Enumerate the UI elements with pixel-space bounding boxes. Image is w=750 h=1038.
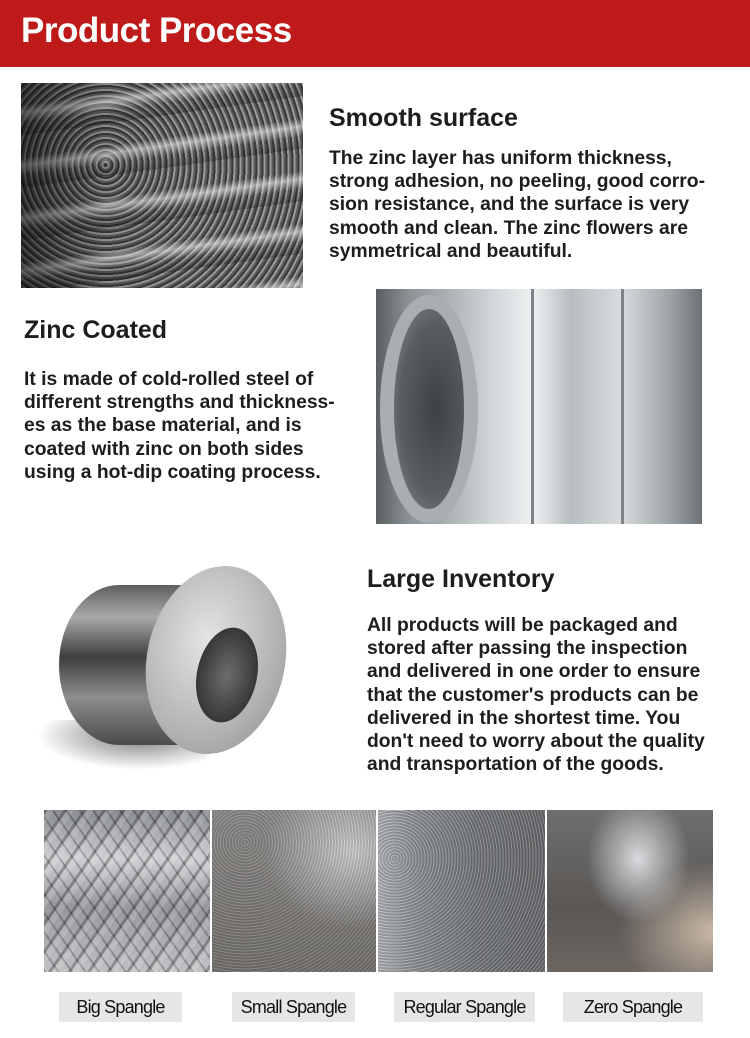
label-big-spangle: Big Spangle	[59, 992, 182, 1022]
section-title-zinc-coated: Zinc Coated	[24, 316, 168, 344]
text-line: It is made of cold-rolled steel of	[24, 369, 314, 390]
text-line: stored after passing the inspection	[367, 638, 688, 660]
text-line: sion resistance, and the surface is very	[329, 194, 690, 216]
coil-band	[531, 289, 534, 524]
coil-band	[621, 289, 624, 524]
big-spangle-image	[44, 810, 210, 972]
text-line: different strengths and thickness-	[24, 392, 335, 414]
text-line: that the customer's products can be	[367, 684, 699, 706]
spangle-surface-image	[21, 83, 303, 288]
section-body-zinc-coated	[24, 368, 374, 484]
coil-bore	[394, 309, 464, 509]
section-title-smooth-surface: Smooth surface	[329, 104, 518, 132]
text-line: smooth and clean. The zinc flowers are	[329, 217, 688, 239]
text-line: and transportation of the goods.	[367, 754, 664, 776]
text-line: coated with zinc on both sides	[24, 438, 304, 460]
label-small-spangle: Small Spangle	[232, 992, 355, 1022]
steel-coil-image	[376, 289, 702, 524]
text-line: delivered in the shortest time. You	[367, 707, 681, 729]
text-line: using a hot-dip coating process.	[24, 461, 321, 483]
text-line: symmetrical and beautiful.	[329, 240, 573, 262]
coil-product-image	[37, 565, 287, 770]
text-line: es as the base material, and is	[24, 415, 302, 437]
text-line: The zinc layer has uniform thickness,	[329, 148, 672, 169]
section-body-large-inventory	[367, 614, 747, 776]
header-banner	[0, 0, 750, 67]
text-line: strong adhesion, no peeling, good corro-	[329, 171, 705, 193]
text-line: All products will be packaged and	[367, 615, 678, 636]
label-regular-spangle: Regular Spangle	[394, 992, 535, 1022]
section-title-large-inventory: Large Inventory	[367, 565, 555, 593]
section-body-smooth-surface	[329, 147, 749, 263]
zero-spangle-image	[547, 810, 713, 972]
text-line: don't need to worry about the quality	[367, 731, 705, 753]
page-title: Product Process	[21, 11, 292, 50]
text-line: and delivered in one order to ensure	[367, 661, 701, 683]
label-zero-spangle: Zero Spangle	[563, 992, 703, 1022]
regular-spangle-image	[378, 810, 545, 972]
small-spangle-image	[212, 810, 376, 972]
